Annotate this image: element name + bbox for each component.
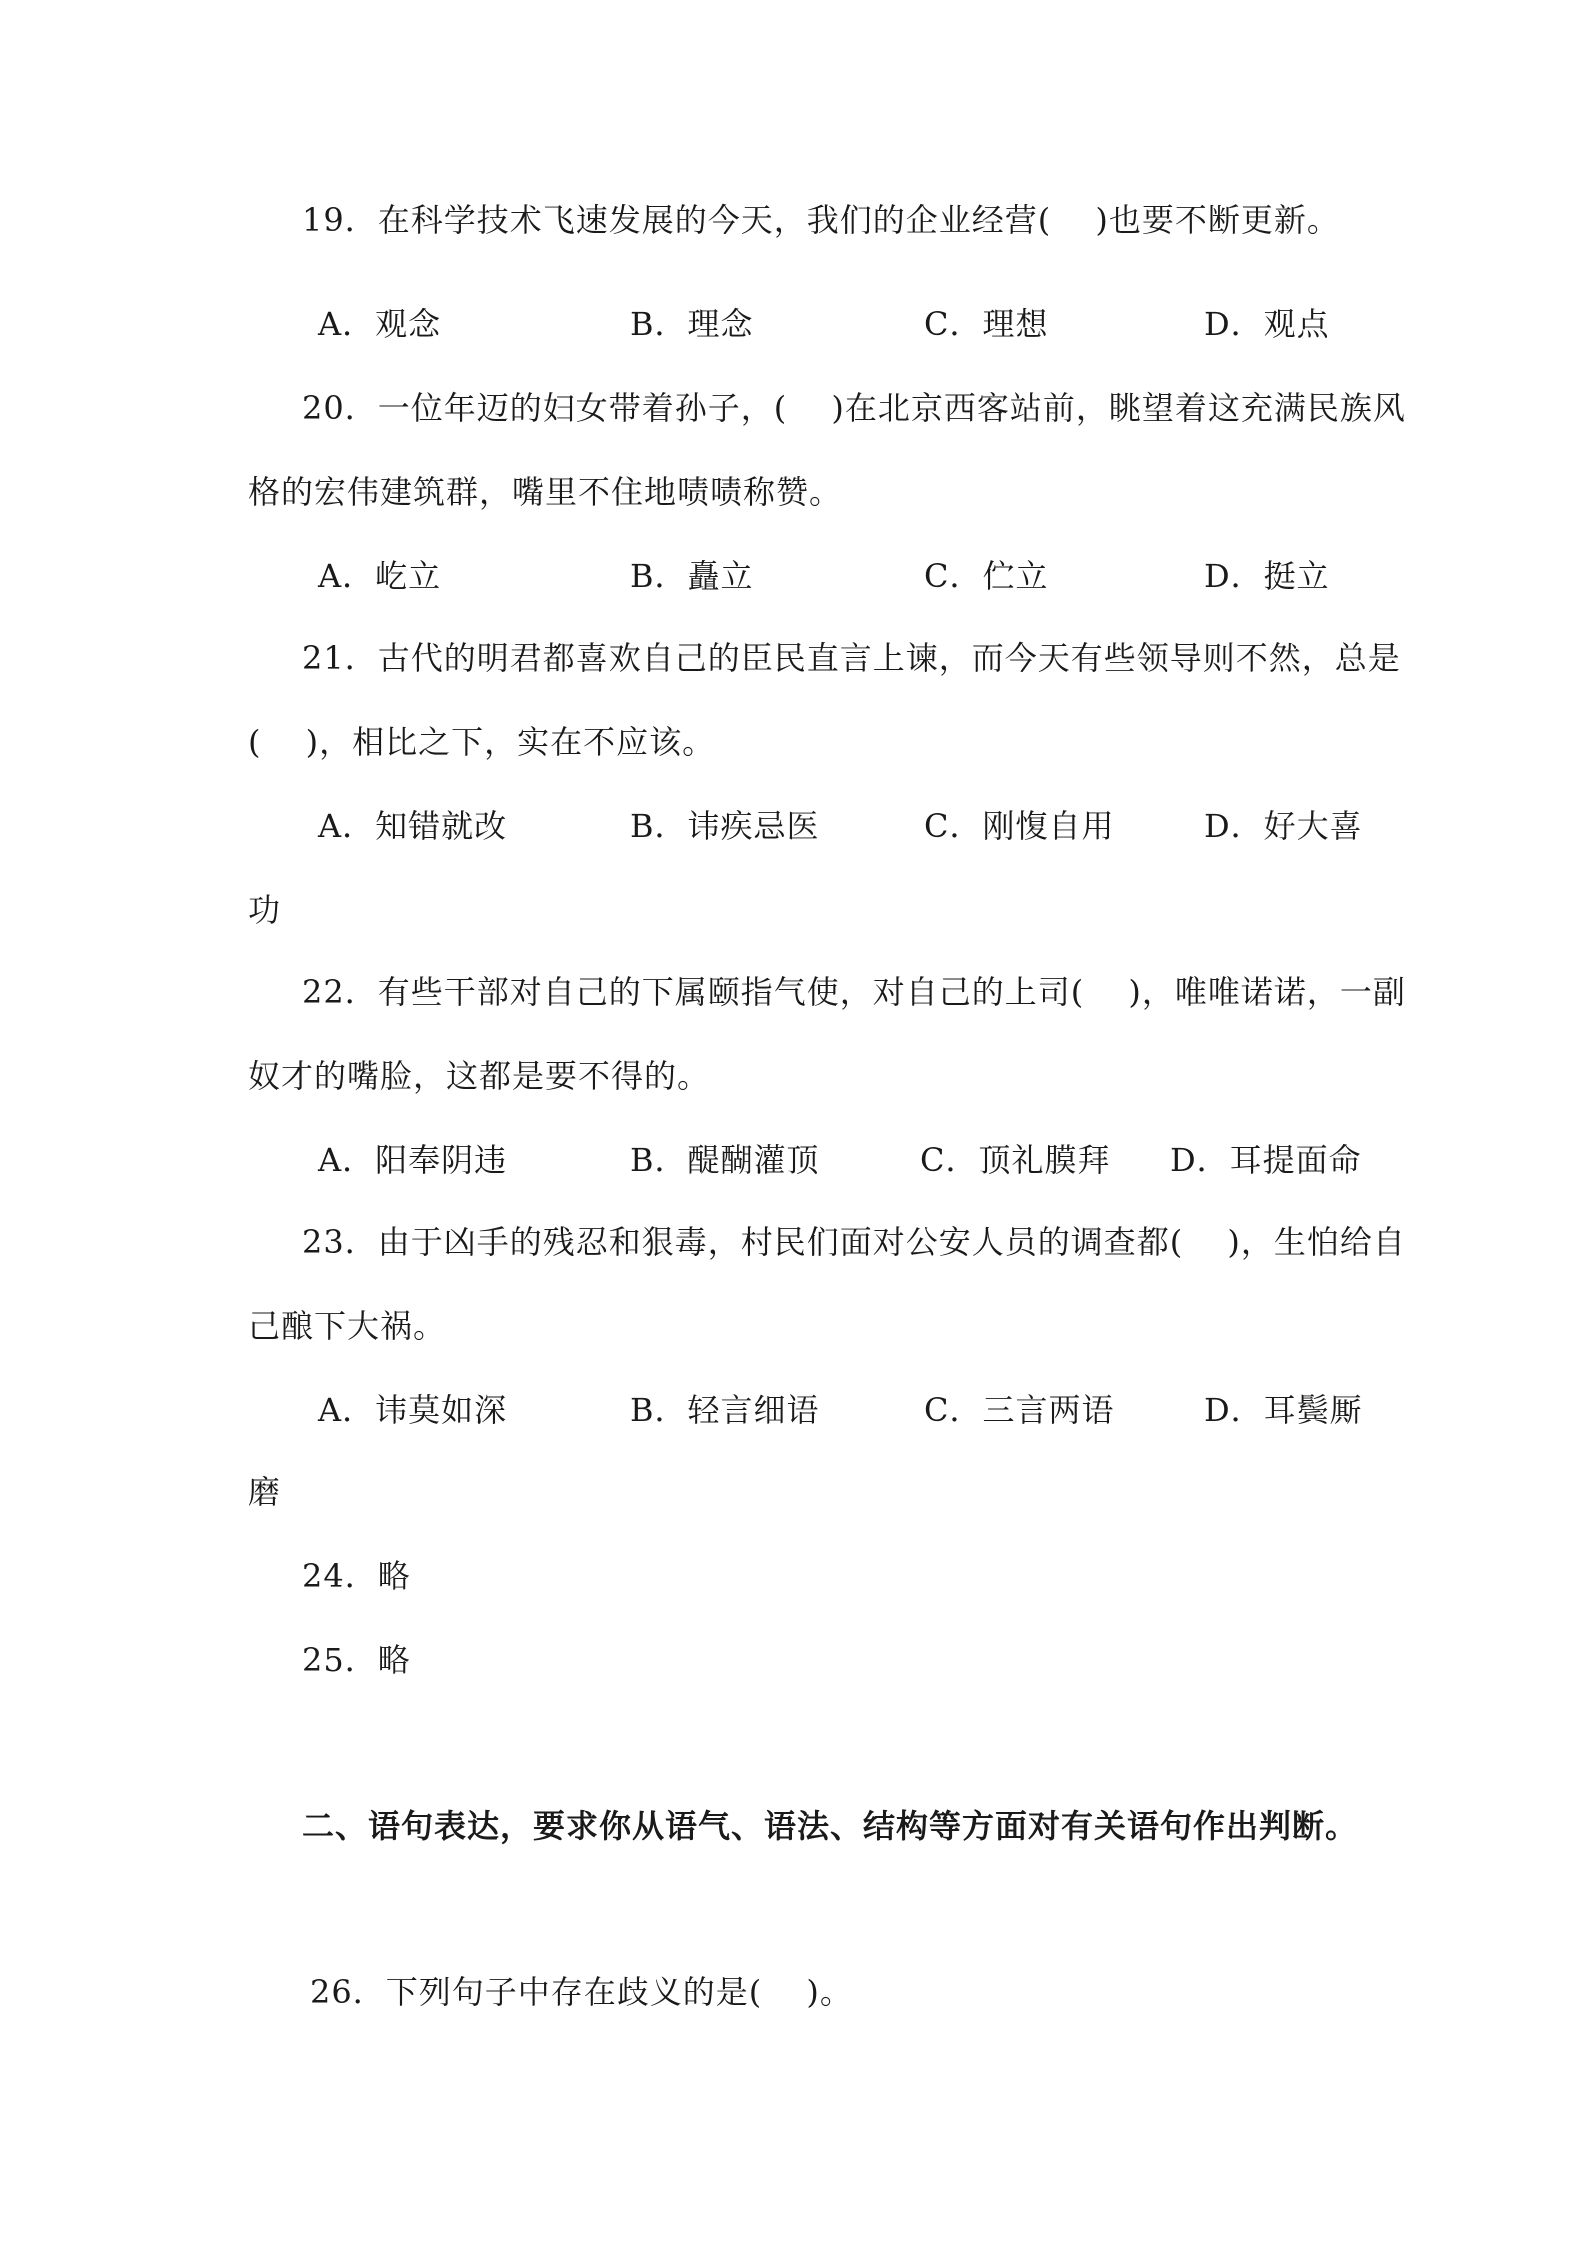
q23-option-d: D．耳鬓厮 bbox=[1204, 1391, 1363, 1429]
q20-stem-line1: 20．一位年迈的妇女带着孙子，( )在北京西客站前，眺望着这充满民族风 bbox=[302, 389, 1406, 427]
q22-stem-line2: 奴才的嘴脸，这都是要不得的。 bbox=[248, 1057, 711, 1095]
q21-option-a: A．知错就改 bbox=[318, 807, 508, 845]
q20-option-b: B．矗立 bbox=[630, 557, 754, 595]
q22-stem-line1: 22．有些干部对自己的下属颐指气使，对自己的上司( )，唯唯诺诺，一副 bbox=[302, 973, 1406, 1011]
q23-option-b: B．轻言细语 bbox=[630, 1391, 820, 1429]
q22-option-d: D．耳提面命 bbox=[1170, 1141, 1362, 1179]
q23-stem-line2: 己酿下大祸。 bbox=[248, 1307, 447, 1345]
q22-option-a: A．阳奉阴违 bbox=[318, 1141, 508, 1179]
q21-stem-line1: 21．古代的明君都喜欢自己的臣民直言上谏，而今天有些领导则不然，总是 bbox=[302, 639, 1401, 677]
q23-option-c: C．三言两语 bbox=[924, 1391, 1115, 1429]
q22-option-b: B．醍醐灌顶 bbox=[630, 1141, 820, 1179]
q19-option-b: B．理念 bbox=[630, 305, 754, 343]
q19-option-a: A．观念 bbox=[318, 305, 442, 343]
section-heading: 二、语句表达，要求你从语气、语法、结构等方面对有关语句作出判断。 bbox=[302, 1807, 1359, 1845]
q21-option-d-wrap: 功 bbox=[248, 891, 282, 929]
q21-option-d: D．好大喜 bbox=[1204, 807, 1363, 845]
q21-option-c: C．刚愎自用 bbox=[924, 807, 1115, 845]
q22-option-c: C．顶礼膜拜 bbox=[920, 1141, 1111, 1179]
q20-option-c: C．伫立 bbox=[924, 557, 1049, 595]
q26-stem: 26．下列句子中存在歧义的是( )。 bbox=[310, 1973, 853, 2011]
q19-option-c: C．理想 bbox=[924, 305, 1049, 343]
q20-option-a: A．屹立 bbox=[318, 557, 442, 595]
q23-option-d-wrap: 磨 bbox=[248, 1473, 282, 1511]
q20-stem-line2: 格的宏伟建筑群，嘴里不住地啧啧称赞。 bbox=[248, 473, 843, 511]
q21-option-b: B．讳疾忌医 bbox=[630, 807, 820, 845]
q25-stem: 25．略 bbox=[302, 1641, 411, 1679]
q19-option-d: D．观点 bbox=[1204, 305, 1330, 343]
q21-stem-line2: ( )，相比之下，实在不应该。 bbox=[248, 723, 716, 761]
q23-option-a: A．讳莫如深 bbox=[318, 1391, 508, 1429]
q23-stem-line1: 23．由于凶手的残忍和狠毒，村民们面对公安人员的调查都( )，生怕给自 bbox=[302, 1223, 1406, 1261]
q19-stem: 19．在科学技术飞速发展的今天，我们的企业经营( )也要不断更新。 bbox=[302, 201, 1340, 239]
q24-stem: 24．略 bbox=[302, 1557, 411, 1595]
q20-option-d: D．挺立 bbox=[1204, 557, 1330, 595]
